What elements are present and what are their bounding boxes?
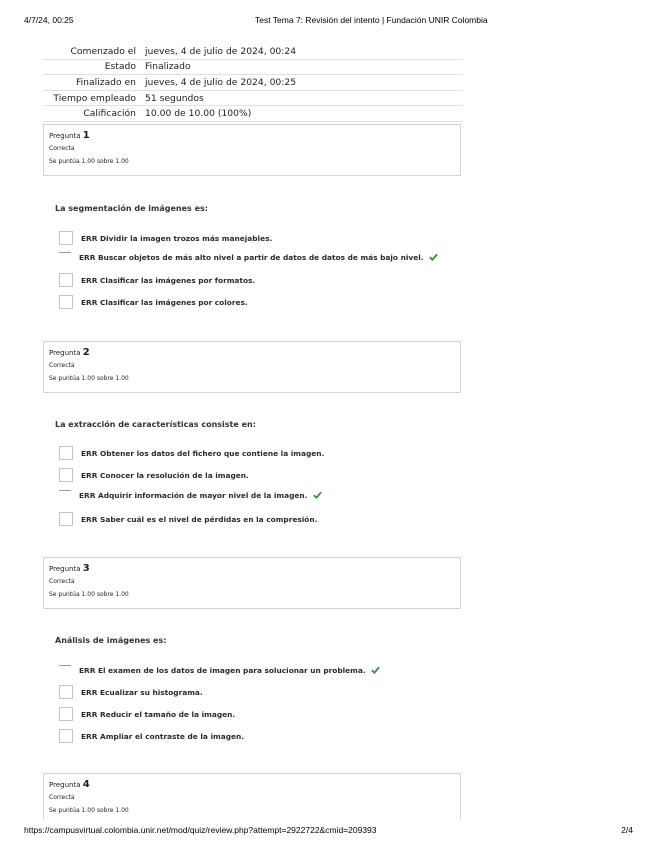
- summary-value: jueves, 4 de julio de 2024, 00:24: [145, 44, 463, 59]
- answer-option[interactable]: [59, 248, 438, 266]
- summary-row: [43, 90, 463, 106]
- question-state: Correcta: [49, 578, 75, 585]
- answer-option[interactable]: [59, 444, 324, 462]
- question-text: La segmentación de imágenes es:: [55, 204, 208, 213]
- question-number: Pregunta 4: [49, 779, 90, 790]
- question-grade: Se puntúa 1.00 sobre 1.00: [49, 591, 129, 598]
- answer-checkbox[interactable]: [59, 295, 73, 309]
- summary-value: jueves, 4 de julio de 2024, 00:25: [145, 75, 463, 91]
- question-number: Pregunta 2: [49, 347, 90, 358]
- question-info-box: [43, 773, 461, 819]
- check-icon: [429, 253, 438, 261]
- summary-label: Estado: [43, 59, 145, 75]
- answer-option[interactable]: [59, 271, 255, 289]
- answer-label: ERR Ecualizar su histograma.: [81, 687, 203, 697]
- question-info-box: [43, 341, 461, 393]
- summary-label: Finalizado en: [43, 75, 145, 91]
- question-text: Análisis de imágenes es:: [55, 636, 167, 645]
- print-footer: [24, 825, 633, 837]
- answer-option[interactable]: [59, 486, 322, 504]
- answer-label: ERR Buscar objetos de más alto nivel a partir de datos de datos de más bajo nivel.: [79, 252, 424, 262]
- answer-option[interactable]: [59, 661, 380, 679]
- answer-option[interactable]: [59, 293, 248, 311]
- answer-option[interactable]: [59, 683, 203, 701]
- summary-label: Tiempo empleado: [43, 90, 145, 106]
- answer-label: ERR Adquirir información de mayor nivel de la imagen.: [79, 490, 308, 500]
- answer-option[interactable]: [59, 466, 249, 484]
- answer-checkbox-selected[interactable]: [59, 665, 71, 666]
- question-grade: Se puntúa 1.00 sobre 1.00: [49, 158, 129, 165]
- question-state: Correcta: [49, 794, 75, 801]
- answer-label: ERR Clasificar las imágenes por colores.: [81, 297, 248, 307]
- check-icon: [371, 666, 380, 674]
- print-datetime: 4/7/24, 00:25: [24, 15, 74, 25]
- question-grade: Se puntúa 1.00 sobre 1.00: [49, 807, 129, 814]
- check-icon: [313, 491, 322, 499]
- answer-label: ERR Reducir el tamaño de la imagen.: [81, 709, 236, 719]
- summary-value: Finalizado: [145, 59, 463, 75]
- question-info-box: [43, 557, 461, 609]
- answer-checkbox[interactable]: [59, 707, 73, 721]
- answer-option[interactable]: [59, 229, 272, 247]
- question-text: La extracción de características consiste en:: [55, 420, 256, 429]
- summary-row: [43, 106, 463, 122]
- attempt-summary-table: [43, 44, 463, 122]
- question-number: Pregunta 3: [49, 563, 90, 574]
- answer-option[interactable]: [59, 727, 244, 745]
- print-title: Test Tema 7: Revisión del intento | Fundación UNIR Colombia: [255, 15, 488, 25]
- question-grade: Se puntúa 1.00 sobre 1.00: [49, 375, 129, 382]
- summary-row: [43, 75, 463, 91]
- summary-row: [43, 59, 463, 75]
- answer-checkbox-selected[interactable]: [59, 490, 71, 491]
- answer-label: ERR Ampliar el contraste de la imagen.: [81, 731, 245, 741]
- answer-option[interactable]: [59, 705, 235, 723]
- summary-value: 51 segundos: [145, 90, 463, 106]
- answer-label: ERR Clasificar las imágenes por formatos.: [81, 275, 256, 285]
- summary-label: Calificación: [43, 106, 145, 122]
- answer-checkbox[interactable]: [59, 446, 73, 460]
- answer-checkbox[interactable]: [59, 231, 73, 245]
- answer-checkbox[interactable]: [59, 468, 73, 482]
- print-header: [24, 15, 633, 27]
- summary-row: [43, 44, 463, 59]
- answer-checkbox[interactable]: [59, 512, 73, 526]
- answer-label: ERR Obtener los datos del fichero que contiene la imagen.: [81, 448, 325, 458]
- answer-option[interactable]: [59, 510, 317, 528]
- answer-checkbox[interactable]: [59, 273, 73, 287]
- answer-checkbox[interactable]: [59, 729, 73, 743]
- answer-label: ERR Dividir la imagen trozos más manejables.: [81, 233, 273, 243]
- answer-label: ERR Saber cuál es el nivel de pérdidas en la compresión.: [81, 514, 318, 524]
- question-state: Correcta: [49, 145, 75, 152]
- summary-label: Comenzado el: [43, 44, 145, 59]
- answer-checkbox-selected[interactable]: [59, 252, 71, 253]
- summary-value: 10.00 de 10.00 (100%): [145, 106, 463, 122]
- question-state: Correcta: [49, 362, 75, 369]
- answer-label: ERR El examen de los datos de imagen para solucionar un problema.: [79, 665, 366, 675]
- question-info-box: [43, 124, 461, 176]
- question-number: Pregunta 1: [49, 130, 90, 141]
- answer-checkbox[interactable]: [59, 685, 73, 699]
- page-number: 2/4: [621, 825, 633, 835]
- page-url: https://campusvirtual.colombia.unir.net/mod/quiz/review.php?attempt=2922722&cmid=209393: [24, 825, 377, 835]
- answer-label: ERR Conocer la resolución de la imagen.: [81, 470, 249, 480]
